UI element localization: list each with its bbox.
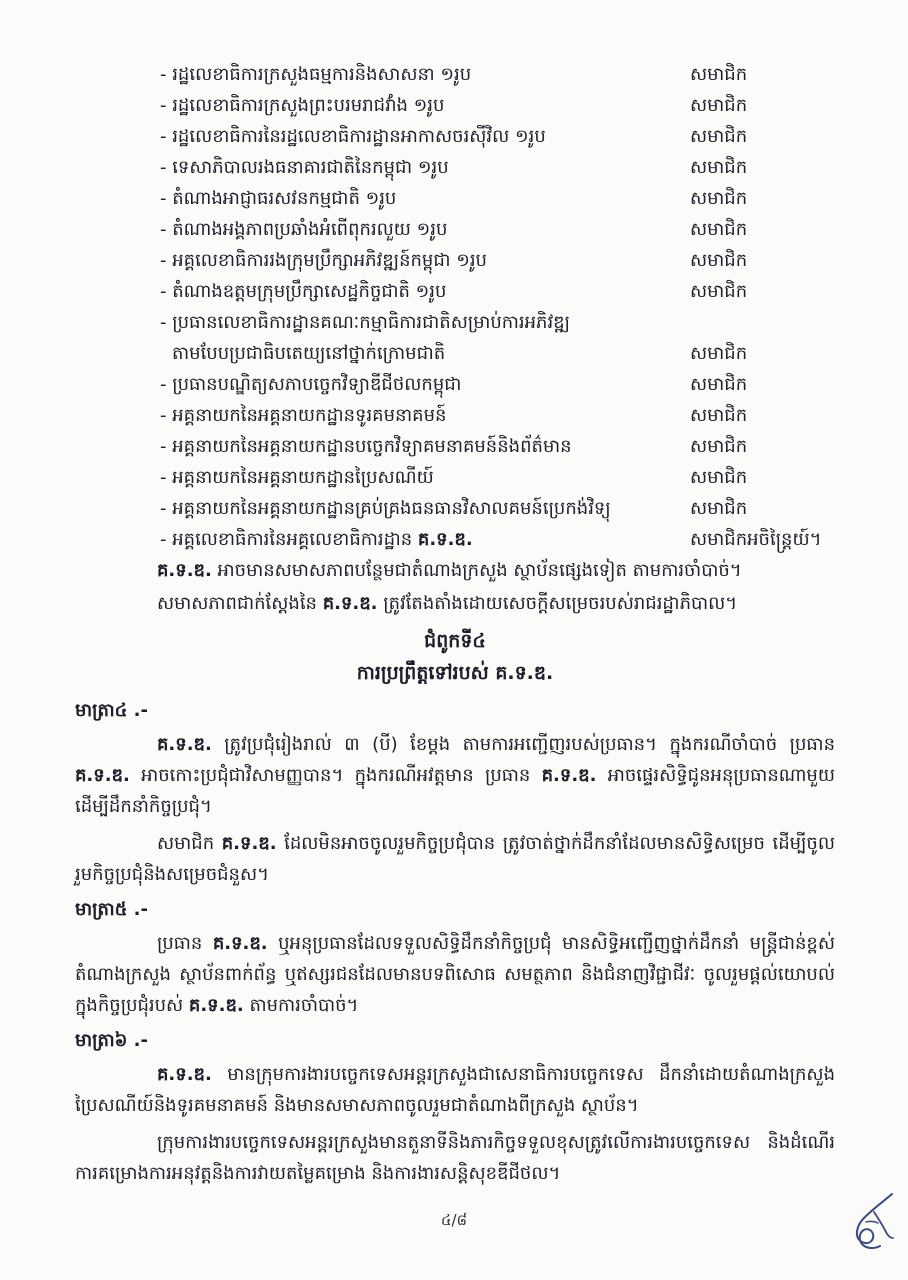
member-row	[160, 462, 835, 493]
member-label	[160, 524, 690, 555]
paragraph-text: ដែលមិនអាចចូលរួមកិច្ចប្រជុំបាន ត្រូវចាត់ថ្នាក់ដឹកនាំដែលមានសិទ្ធិសម្រេច ដើម្បីចូលរួមកិច្ចប្រជុំនិងសម្រេចជំនួស។	[75, 833, 835, 885]
article-5	[75, 894, 835, 1021]
committee-abbreviation: គ.ទ.ឌ.	[221, 833, 277, 854]
member-role: សមាជិក	[690, 498, 748, 519]
member-role-permanent: សមាជិកអចិន្ត្រៃយ៍។	[690, 529, 822, 550]
member-role: សមាជិក	[690, 250, 748, 271]
signature-initial-mark	[842, 1188, 900, 1254]
article-paragraph	[75, 1059, 835, 1121]
committee-abbreviation: គ.ទ.ឌ.	[495, 662, 554, 684]
member-role: សមាជិក	[690, 64, 748, 85]
member-row	[160, 431, 835, 462]
member-row	[160, 369, 835, 400]
member-label-continuation: តាមបែបប្រជាធិបតេយ្យនៅថ្នាក់ក្រោមជាតិ	[172, 343, 446, 364]
page-content	[75, 59, 835, 1189]
member-label: - តំណាងអាជ្ញាធរសវនកម្មជាតិ ១រូប	[160, 188, 397, 209]
member-label: - អគ្គនាយកនៃអគ្គនាយកដ្ឋានបច្ចេកវិទ្យាគមនាគមន៍និងព័ត៌មាន	[160, 436, 572, 457]
chapter-title	[75, 657, 835, 689]
member-role: សមាជិក	[690, 436, 748, 457]
member-label-line: - ប្រធានលេខាធិការដ្ឋានគណៈកម្មាធិការជាតិសម្រាប់ការអភិវឌ្ឍ	[160, 312, 570, 333]
chapter-title-text: ការប្រព្រឹត្តទៅរបស់	[356, 662, 496, 684]
composition-actual	[75, 588, 835, 619]
member-label: - រដ្ឋលេខាធិការនៃរដ្ឋលេខាធិការដ្ឋានអាកាសចរស៊ីវិល ១រូប	[160, 126, 546, 147]
member-label: - ទេសាភិបាលរងធនាគារជាតិនៃកម្ពុជា ១រូប	[160, 157, 449, 178]
article-heading: មាត្រា៦ .-	[75, 1030, 148, 1051]
page-number: ៤/៨	[440, 1211, 468, 1229]
committee-abbreviation: គ.ទ.ឌ.	[157, 560, 212, 581]
article-heading: មាត្រា៥ .-	[75, 899, 148, 920]
member-label: - អគ្គនាយកនៃអគ្គនាយកដ្ឋានគ្រប់គ្រងធនធានវិសាលគមន៍ប្រេកង់វិទ្យុ	[160, 498, 611, 519]
member-role: សមាជិក	[690, 188, 748, 209]
article-paragraph	[75, 928, 835, 1021]
committee-abbreviation: គ.ទ.ឌ.	[188, 995, 244, 1016]
member-role: សមាជិក	[690, 467, 748, 488]
member-list	[160, 59, 835, 555]
member-label: - តំណាងឧត្តមក្រុមប្រឹក្សាសេដ្ឋកិច្ចជាតិ ១រូប	[160, 281, 447, 302]
paragraph-text: តាមការចាំបាច់។	[243, 995, 359, 1016]
paragraph-text: អាចកោះប្រជុំជាវិសាមញ្ញបាន។ ក្នុងករណីអវត្តមាន ប្រធាន	[129, 765, 542, 786]
article-paragraph	[75, 729, 835, 822]
member-label: - តំណាងអង្គភាពប្រឆាំងអំពើពុករលួយ ១រូប	[160, 219, 448, 240]
composition-actual-text: ត្រូវតែងតាំងដោយសេចក្តីសម្រេចរបស់រាជរដ្ឋាភិបាល។	[377, 593, 738, 614]
member-row	[160, 400, 835, 431]
member-row	[160, 493, 835, 524]
member-row	[160, 59, 835, 90]
member-label-text: - អគ្គលេខាធិការនៃអគ្គលេខាធិការដ្ឋាន	[160, 529, 418, 550]
committee-abbreviation: គ.ទ.ឌ.	[212, 933, 268, 954]
paragraph-text: មានក្រុមការងារបច្ចេកទេសអន្តរក្រសួងជាសេនាធិការបច្ចេកទេស ដឹកនាំដោយតំណាងក្រសួងប្រៃសណីយ៍និងទូរគមនាគមន៍ និងមានសមាសភាពចូលរួមជាតំណាងពីក្រសួង ស្ថាប័ន។	[75, 1064, 835, 1116]
member-role: សមាជិក	[690, 281, 748, 302]
member-row	[160, 245, 835, 276]
member-label: - រដ្ឋលេខាធិការក្រសួងព្រះបរមរាជវាំង ១រូប	[160, 95, 445, 116]
committee-abbreviation: គ.ទ.ឌ.	[75, 765, 130, 786]
member-label	[160, 307, 690, 369]
member-row	[160, 524, 835, 555]
member-label: - ប្រធានបណ្ឌិត្យសភាបច្ចេកវិទ្យាឌីជីថលកម្ពុជា	[160, 374, 462, 395]
member-row	[160, 214, 835, 245]
committee-abbreviation: គ.ទ.ឌ.	[157, 734, 212, 755]
paragraph-text: ឬអនុប្រធានដែលទទួលសិទ្ធិដឹកនាំកិច្ចប្រជុំ មានសិទ្ធិអញ្ជើញថ្នាក់ដឹកនាំ មន្ត្រីជាន់ខ្ពស់ តំណាងក្រសួង ស្ថាប័នពាក់ព័ន្ធ ឬឥស្សរជនដែលមានបទពិសោធ សមត្ថភាព និងជំនាញវិជ្ជាជីវៈ ចូលរួមផ្តល់យោបល់ ក្នុងកិច្ចប្រជុំរបស់	[75, 933, 835, 1016]
member-role: សមាជិក	[690, 343, 748, 364]
member-label: - អគ្គនាយកនៃអគ្គនាយកដ្ឋានប្រៃសណីយ៍	[160, 467, 434, 488]
member-row	[160, 152, 835, 183]
member-row	[160, 307, 835, 369]
paragraph-text: អាចផ្ទេរសិទ្ធិជូនអនុប្រធានណាមួយ ដើម្បីដឹកនាំកិច្ចប្រជុំ។	[75, 765, 835, 817]
chapter-heading	[75, 625, 835, 689]
member-row	[160, 121, 835, 152]
article-paragraph	[75, 828, 835, 890]
member-role: សមាជិក	[690, 374, 748, 395]
member-row	[160, 90, 835, 121]
article-paragraph	[75, 1127, 835, 1189]
article-4	[75, 695, 835, 890]
member-role: សមាជិក	[690, 95, 748, 116]
member-label: - អគ្គលេខាធិការរងក្រុមប្រឹក្សាអភិវឌ្ឍន៍កម្ពុជា ១រូប	[160, 250, 487, 271]
member-role: សមាជិក	[690, 126, 748, 147]
article-6	[75, 1025, 835, 1189]
paragraph-text: ក្រុមការងារបច្ចេកទេសអន្តរក្រសួងមានតួនាទីនិងភារកិច្ចទទួលខុសត្រូវលើការងារបច្ចេកទេស និងដំណើរការគម្រោងការអនុវត្តនិងការវាយតម្លៃគម្រោង និងការងារសន្តិសុខឌីជីថល។	[75, 1132, 835, 1184]
member-role: សមាជិក	[690, 157, 748, 178]
paragraph-text: ត្រូវប្រជុំរៀងរាល់ ៣ (បី) ខែម្តង តាមការអញ្ជើញរបស់ប្រធាន។ ក្នុងករណីចាំបាច់ ប្រធាន	[211, 734, 835, 755]
composition-actual-text: សមាសភាពជាក់ស្តែងនៃ	[157, 593, 323, 614]
member-label: - អគ្គនាយកនៃអគ្គនាយកដ្ឋានទូរគមនាគមន៍	[160, 405, 447, 426]
composition-additional-text: អាចមានសមាសភាពបន្ថែមជាតំណាងក្រសួង ស្ថាប័នផ្សេងទៀត តាមការចាំបាច់។	[211, 560, 742, 581]
committee-abbreviation: គ.ទ.ឌ.	[322, 593, 378, 614]
member-row	[160, 183, 835, 214]
paragraph-text: ប្រធាន	[157, 933, 213, 954]
signature-initial	[842, 1188, 900, 1254]
member-role: សមាជិក	[690, 219, 748, 240]
member-label: - រដ្ឋលេខាធិការក្រសួងធម្មការនិងសាសនា ១រូប	[160, 64, 472, 85]
committee-abbreviation: គ.ទ.ឌ.	[417, 529, 473, 550]
article-heading: មាត្រា៤ .-	[75, 700, 148, 721]
chapter-number: ជំពូកទី៤	[424, 630, 486, 652]
committee-abbreviation: គ.ទ.ឌ.	[157, 1064, 212, 1085]
committee-abbreviation: គ.ទ.ឌ.	[541, 765, 597, 786]
composition-additional	[75, 555, 835, 586]
member-role: សមាជិក	[690, 405, 748, 426]
member-row	[160, 276, 835, 307]
paragraph-text: សមាជិក	[157, 833, 222, 854]
